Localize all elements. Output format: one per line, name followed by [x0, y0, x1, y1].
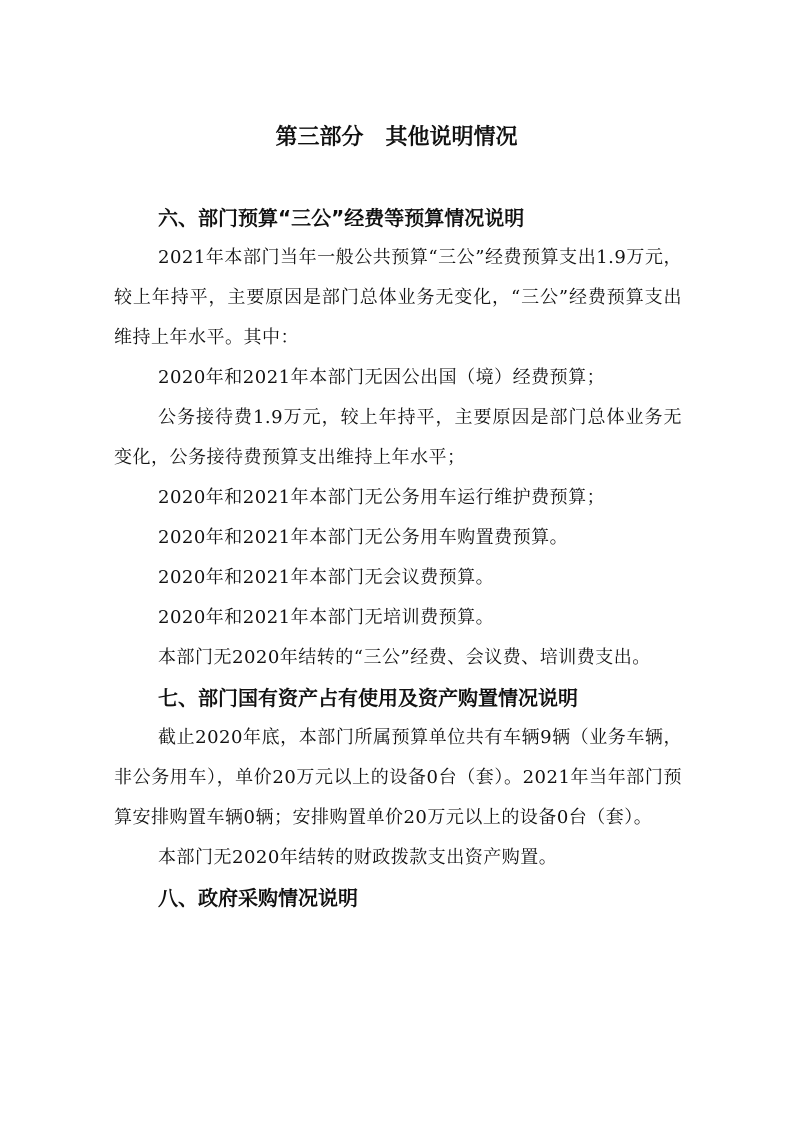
document-body: [114, 198, 682, 918]
paragraph: 本部门无2020年结转的财政拨款支出资产购置。: [158, 847, 558, 868]
paragraph: 2020年和2021年本部门无培训费预算。: [158, 607, 495, 628]
page-title: 第三部分 其他说明情况: [275, 125, 518, 150]
section-heading-8: 八、政府采购情况说明: [158, 886, 358, 910]
paragraph: 本部门无2020年结转的“三公”经费、会议费、培训费支出。: [158, 647, 651, 668]
section-heading-7: 七、部门国有资产占有使用及资产购置情况说明: [158, 686, 578, 710]
paragraph: 2020年和2021年本部门无公务用车运行维护费预算；: [158, 487, 606, 508]
paragraph: 截止2020年底，本部门所属预算单位共有车辆9辆（业务车辆，非公务用车），单价20万元以上的设备0台（套）。2021年当年部门预算安排购置车辆0辆；安排购置单价20万元以上的设备0台（套）。: [114, 727, 682, 828]
paragraph: 2020年和2021年本部门无公务用车购置费预算。: [158, 527, 569, 548]
section-heading-6: 六、部门预算“三公”经费等预算情况说明: [158, 206, 525, 230]
paragraph: 2021年本部门当年一般公共预算“三公”经费预算支出1.9万元，较上年持平，主要原因是部门总体业务无变化，“三公”经费预算支出维持上年水平。其中：: [114, 247, 682, 348]
paragraph: 2020年和2021年本部门无因公出国（境）经费预算；: [158, 367, 606, 388]
paragraph: 2020年和2021年本部门无会议费预算。: [158, 567, 495, 588]
paragraph: 公务接待费1.9万元，较上年持平，主要原因是部门总体业务无变化，公务接待费预算支出维持上年水平；: [114, 407, 682, 468]
